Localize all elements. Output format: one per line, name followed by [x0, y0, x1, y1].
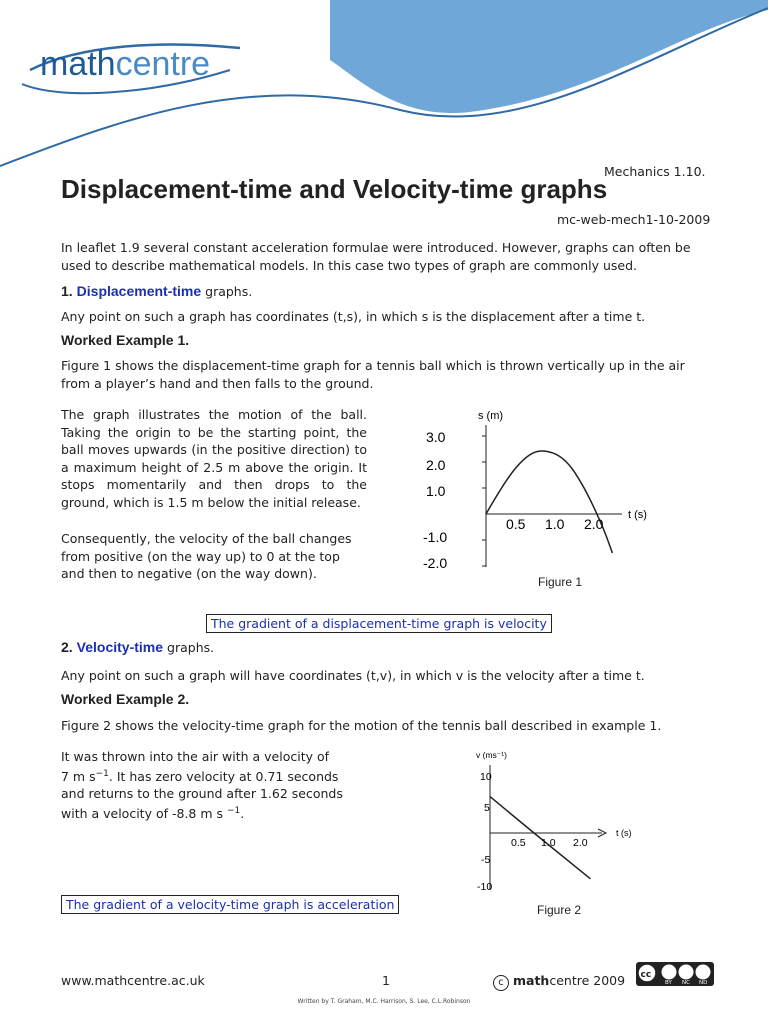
- figure2-y-tick-m10: -10: [477, 881, 493, 893]
- section-number: Mechanics 1.10.: [604, 164, 706, 179]
- logo-math: math: [40, 45, 116, 83]
- example1-column-text: The graph illustrates the motion of the ball. Taking the origin to be the starting point, the ball moves upwards (in the positive direction) to a maximum height of 2.5 m above the origin. It stops momentarily and then drops to the ground, which is 1.5 m below the initial release.: [61, 407, 367, 510]
- figure2-x-tick-10: 1.0: [541, 837, 556, 849]
- section2-term: Velocity-time: [76, 639, 164, 655]
- figure2-x-label: t (s): [616, 828, 632, 838]
- logo-centre: centre: [115, 45, 211, 83]
- figure1-y-tick-m1: -1.0: [423, 529, 448, 545]
- figure2-caption: Figure 2: [537, 903, 582, 917]
- example2-line4: with a velocity of -8.8 m s $^{-1}$.: [61, 805, 245, 821]
- figure1-x-label: t (s): [628, 509, 647, 521]
- figure1-y-tick-1: 1.0: [426, 483, 446, 499]
- figure2-x-tick-20: 2.0: [573, 837, 588, 849]
- worked-example-2-heading: Worked Example 2.: [61, 691, 190, 707]
- section2-definition: Any point on such a graph will have coordinates (t,v), in which v is the velocity after a time t.: [61, 668, 645, 683]
- figure1-y-tick-2: 2.0: [426, 457, 446, 473]
- section1-number: 1.: [61, 283, 73, 299]
- copyright-icon: c: [493, 975, 509, 991]
- section1-rest: graphs.: [201, 284, 253, 299]
- example2-line1: It was thrown into the air with a velocity of: [61, 749, 330, 764]
- cc-nd-label: ND: [699, 980, 708, 986]
- creative-commons-badge: [636, 962, 714, 986]
- worked-example-1-text: Figure 1 shows the displacement-time graph for a tennis ball which is thrown vertically up in the air from a player’s hand and then falls to the ground.: [61, 358, 685, 391]
- svg-text:cc: cc: [640, 970, 652, 980]
- section1-heading: [61, 283, 252, 299]
- header-wave-banner: [0, 0, 768, 175]
- footer-authors: Written by T. Graham, M.C. Harrison, S. Lee, C.L.Robinson: [297, 998, 471, 1005]
- figure1-displacement-curve: [486, 451, 612, 553]
- figure1-caption: Figure 1: [538, 575, 583, 589]
- section1-definition: Any point on such a graph has coordinates (t,s), in which s is the displacement after a time t.: [61, 309, 646, 324]
- example2-column-text: [61, 748, 367, 822]
- footer-brand-math: math: [512, 973, 550, 988]
- worked-example-1-heading: Worked Example 1.: [61, 332, 190, 348]
- example2-line3: and returns to the ground after 1.62 seconds: [61, 786, 343, 802]
- footer-brand-centre: centre 2009: [549, 973, 626, 988]
- figure2-y-label: v (ms⁻¹): [476, 750, 507, 760]
- mathcentre-logo: [40, 45, 210, 84]
- example2-line2: 7 m $s^{-1}$. It has zero velocity at 0.71 seconds: [61, 768, 339, 784]
- figure1-y-tick-m2: -2.0: [423, 555, 448, 571]
- figure1-x-tick-10: 1.0: [545, 516, 565, 532]
- cc-by-label: BY: [665, 980, 672, 986]
- figure2-graph: [440, 745, 640, 895]
- figure1-x-tick-05: 0.5: [506, 516, 526, 532]
- section2-number: 2.: [61, 639, 73, 655]
- section2-heading: [61, 639, 214, 655]
- boxed-statement-2: The gradient of a velocity-time graph is acceleration: [61, 895, 399, 914]
- figure2-y-tick-5: 5: [484, 802, 490, 814]
- figure2-y-tick-10: 10: [480, 771, 492, 783]
- boxed-statement-1: The gradient of a displacement-time graph is velocity: [206, 614, 552, 633]
- intro-paragraph: In leaflet 1.9 several constant acceleration formulae were introduced. However, graphs can often be used to describe mathematical models. In this case two types of graph are commonly used.: [61, 240, 691, 273]
- section1-term: Displacement-time: [76, 283, 202, 299]
- figure1-y-label: s (m): [478, 410, 504, 422]
- figure1-x-tick-20: 2.0: [584, 516, 604, 532]
- page-title: Displacement-time and Velocity-time graphs: [61, 174, 608, 204]
- figure2-x-tick-05: 0.5: [511, 837, 526, 849]
- example1-column-text2: Consequently, the velocity of the ball changes from positive (on the way up) to 0 at the top and then to negative (on the way down).: [61, 531, 352, 581]
- worked-example-2-text: Figure 2 shows the velocity-time graph for the motion of the tennis ball described in example 1.: [61, 718, 662, 733]
- footer-copyright: [493, 973, 625, 991]
- cc-license-icon: [636, 962, 714, 986]
- document-code: mc-web-mech1-10-2009: [557, 212, 711, 227]
- section2-rest: graphs.: [163, 640, 215, 655]
- footer-website[interactable]: www.mathcentre.ac.uk: [61, 973, 205, 988]
- figure1-graph: [410, 405, 670, 580]
- figure2-y-tick-m5: -5: [481, 854, 491, 866]
- cc-nc-label: NC: [682, 980, 690, 986]
- figure1-y-tick-3: 3.0: [426, 429, 446, 445]
- footer-page-number: 1: [382, 973, 390, 988]
